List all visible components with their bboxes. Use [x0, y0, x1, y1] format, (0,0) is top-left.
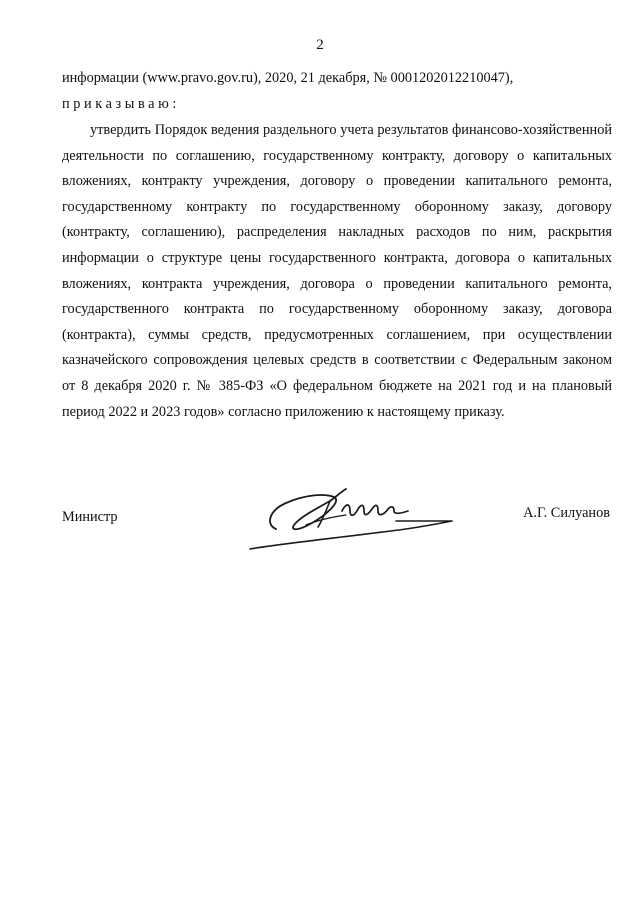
signatory-name: А.Г. Силуанов [523, 505, 610, 521]
handwritten-signature [246, 481, 476, 553]
order-paragraph: утвердить Порядок ведения раздельного учета результатов финансово-хозяйственной деятельности по соглашению, государственному контракту, договору о капитальных вложениях, контракту учреждения, договору о проведении капитального ремонта, государственному контракту по государственному оборонному заказу, договору (контракту, соглашению), распределения накладных расходов по ним, раскрытия информации о структуре цены государственного контракта, договора о капитальных вложениях, контракта учреждения, договора о проведении капитального ремонта, государственного контракта по государственному оборонному заказу, договора (контракта), суммы средств, предусмотренных соглашением, при осуществлении казначейского сопровождения целевых средств в соответствии с Федеральным законом от 8 декабря 2020 г. № 385-ФЗ «О федеральном бюджете на 2021 год и на плановый период 2022 и 2023 годов» согласно приложению к настоящему приказу. [62, 122, 612, 420]
order-word: приказываю: [62, 96, 180, 112]
page-number: 2 [316, 37, 324, 53]
signatory-position: Министр [62, 509, 118, 525]
text-line-continuation: информации (www.pravo.gov.ru), 2020, 21 декабря, № 0001202012210047), [62, 70, 514, 86]
signature-block [62, 505, 612, 565]
